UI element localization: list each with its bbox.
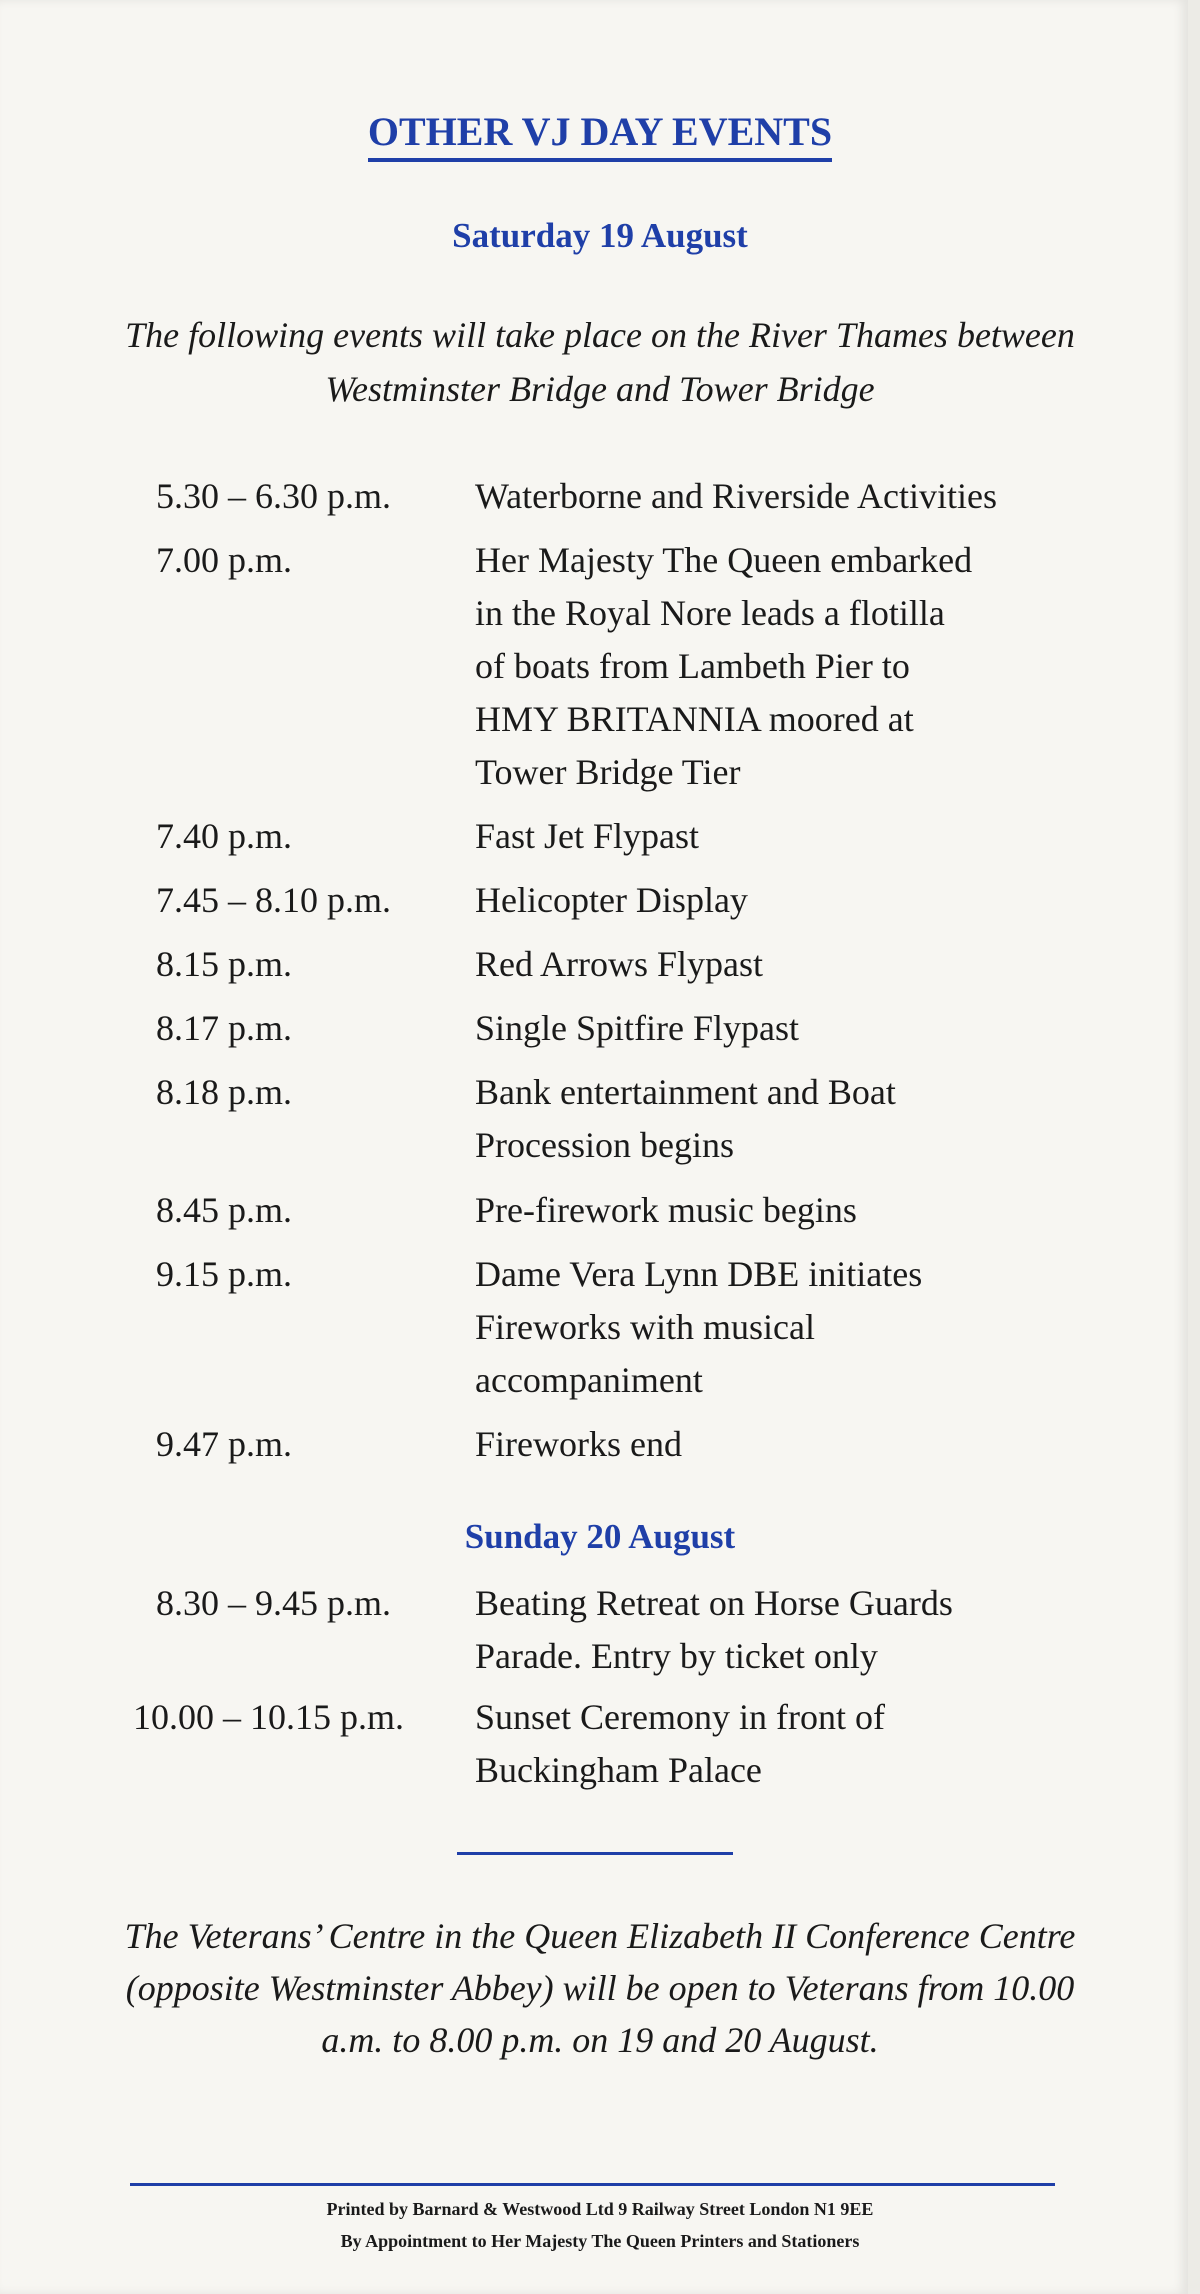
event-time: 7.45 – 8.10 p.m. (156, 880, 392, 920)
event-time: 7.00 p.m. (156, 540, 293, 580)
event-description: Waterborne and Riverside Activities (475, 476, 997, 516)
event-time: 8.15 p.m. (156, 944, 293, 984)
event-description: Sunset Ceremony in front of Buckingham Palace (475, 1697, 885, 1790)
event-row (0, 810, 1200, 874)
event-description: Single Spitfire Flypast (475, 1008, 799, 1048)
event-row (0, 470, 1200, 534)
veterans-note: The Veterans’ Centre in the Queen Elizabeth II Conference Centre (opposite Westminster Abbey) will be open to Veterans from 10.00 a.m. to 8.00 p.m. on 19 and 20 August. (124, 1916, 1076, 2060)
saturday-title: Saturday 19 August (452, 216, 748, 255)
event-time: 9.15 p.m. (156, 1254, 293, 1294)
event-row (0, 1184, 1200, 1248)
event-description: Her Majesty The Queen embarked in the Royal Nore leads a flotilla of boats from Lambeth Pier to HMY BRITANNIA moored at Tower Bridge Tier (475, 540, 973, 792)
event-time: 9.47 p.m. (156, 1424, 293, 1464)
event-description: Bank entertainment and Boat Procession begins (475, 1072, 896, 1165)
footer-rule (130, 2183, 1055, 2186)
event-description: Fireworks end (475, 1424, 682, 1464)
printer-credit (0, 2193, 1200, 2257)
event-row (0, 938, 1200, 1002)
event-description: Beating Retreat on Horse Guards Parade. Entry by ticket only (475, 1583, 953, 1676)
event-description: Red Arrows Flypast (475, 944, 763, 984)
event-description: Dame Vera Lynn DBE initiates Fireworks with musical accompaniment (475, 1254, 923, 1400)
event-time: 8.18 p.m. (156, 1072, 293, 1112)
saturday-schedule (0, 470, 1200, 1478)
event-time: 8.17 p.m. (156, 1008, 293, 1048)
event-description: Helicopter Display (475, 880, 748, 920)
event-row (0, 1691, 1200, 1805)
section-divider (457, 1852, 733, 1855)
event-row (0, 534, 1200, 810)
event-row (0, 1577, 1200, 1691)
event-description: Fast Jet Flypast (475, 816, 700, 856)
event-time: 5.30 – 6.30 p.m. (156, 476, 392, 516)
printer-line-1: Printed by Barnard & Westwood Ltd 9 Railway Street London N1 9EE (326, 2199, 874, 2219)
event-row (0, 1418, 1200, 1478)
event-row (0, 1002, 1200, 1066)
event-description: Pre-firework music begins (475, 1190, 857, 1230)
event-time: 8.30 – 9.45 p.m. (156, 1583, 392, 1623)
event-time: 8.45 p.m. (156, 1190, 293, 1230)
printer-line-2: By Appointment to Her Majesty The Queen Printers and Stationers (340, 2231, 860, 2251)
sunday-title: Sunday 20 August (464, 1517, 736, 1556)
event-time: 7.40 p.m. (156, 816, 293, 856)
event-row (0, 1248, 1200, 1418)
page-heading: OTHER VJ DAY EVENTS (0, 108, 1200, 155)
saturday-intro: The following events will take place on the River Thames between Westminster Bridge and Tower Bridge (125, 315, 1075, 409)
sunday-schedule (0, 1577, 1200, 1805)
event-time: 10.00 – 10.15 p.m. (133, 1697, 405, 1737)
event-row (0, 874, 1200, 938)
event-row (0, 1066, 1200, 1184)
